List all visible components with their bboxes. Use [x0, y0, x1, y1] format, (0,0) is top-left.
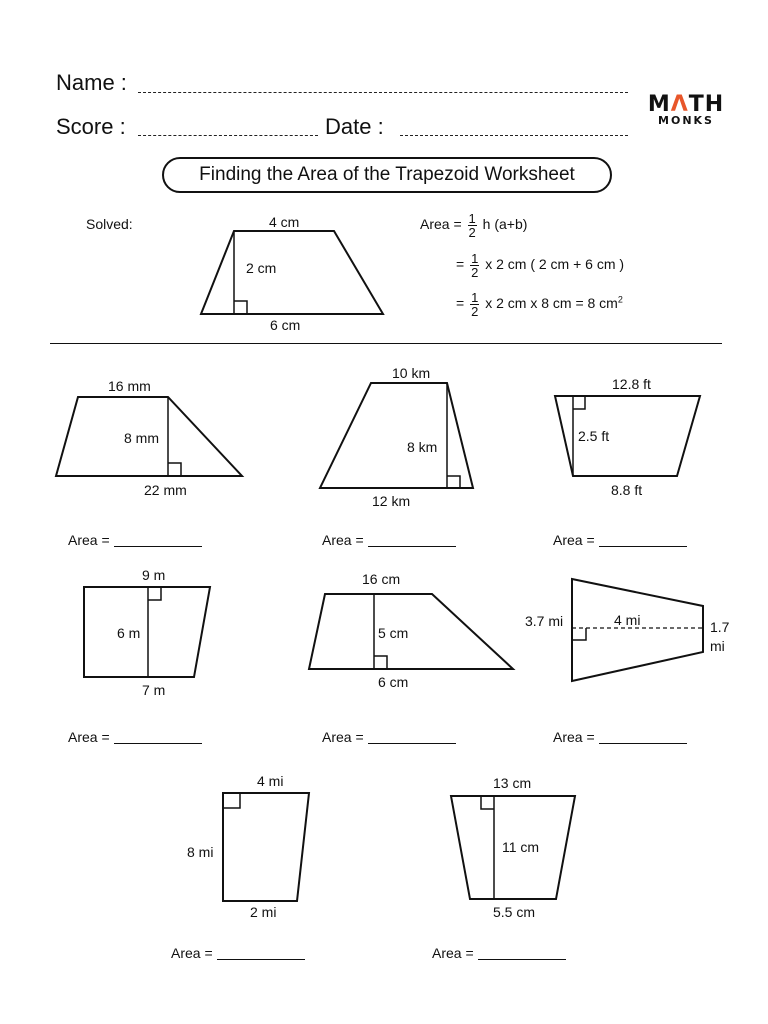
area-input-3[interactable]: [599, 546, 687, 547]
svg-text:12.8 ft: 12.8 ft: [612, 376, 651, 392]
svg-text:2 mi: 2 mi: [250, 904, 277, 920]
svg-text:7 m: 7 m: [142, 682, 166, 698]
area-input-5[interactable]: [368, 743, 456, 744]
area-answer-2: Area =: [322, 532, 456, 548]
area-input-7[interactable]: [217, 959, 305, 960]
area-answer-3: Area =: [553, 532, 687, 548]
area-input-4[interactable]: [114, 743, 202, 744]
area-answer-7: Area =: [171, 945, 305, 961]
svg-text:3.7 mi: 3.7 mi: [525, 613, 564, 629]
svg-text:5.5 cm: 5.5 cm: [493, 904, 536, 920]
svg-text:16 cm: 16 cm: [362, 571, 401, 587]
area-answer-4: Area =: [68, 729, 202, 745]
area-answer-5: Area =: [322, 729, 456, 745]
svg-text:12 km: 12 km: [372, 493, 411, 509]
area-input-6[interactable]: [599, 743, 687, 744]
svg-text:10 km: 10 km: [392, 365, 431, 381]
svg-text:11 cm: 11 cm: [502, 839, 540, 855]
solved-formula-line2: = $\frac{1}{2}$ x 2 cm ( 2 cm + 6 cm ): [456, 251, 625, 280]
solved-label: Solved:: [86, 216, 133, 232]
svg-text:16 mm: 16 mm: [108, 378, 151, 394]
svg-text:6 m: 6 m: [117, 625, 141, 641]
trapezoid-3: [555, 376, 700, 498]
svg-text:4 mi: 4 mi: [257, 773, 284, 789]
area-answer-6: Area =: [553, 729, 687, 745]
worksheet-title: Finding the Area of the Trapezoid Worksheet: [162, 157, 612, 193]
solved-top-label: 4 cm: [269, 214, 300, 230]
trapezoid-4: [84, 567, 210, 698]
trapezoid-2: [320, 365, 473, 509]
svg-text:mi: mi: [710, 638, 725, 654]
trapezoid-8: [451, 775, 575, 920]
name-label: Name :: [56, 70, 127, 95]
svg-text:22 mm: 22 mm: [144, 482, 187, 498]
svg-text:9 m: 9 m: [142, 567, 166, 583]
fraction-half: $\frac{1}{2}$: [468, 211, 476, 240]
score-label: Score :: [56, 114, 126, 139]
svg-text:13 cm: 13 cm: [493, 775, 532, 791]
svg-text:8 km: 8 km: [407, 439, 438, 455]
solved-formula-line3: = $\frac{1}{2}$ x 2 cm x 8 cm = 8 $cm^2$: [456, 290, 623, 319]
svg-text:8 mm: 8 mm: [124, 430, 159, 446]
fraction-half: $\frac{1}{2}$: [471, 290, 479, 319]
trapezoid-7: [187, 773, 309, 920]
trapezoid-1: [56, 378, 242, 498]
area-answer-8: Area =: [432, 945, 566, 961]
fraction-half: $\frac{1}{2}$: [471, 251, 479, 280]
svg-text:8.8 ft: 8.8 ft: [611, 482, 643, 498]
area-answer-1: Area =: [68, 532, 202, 548]
svg-text:5 cm: 5 cm: [378, 625, 409, 641]
svg-text:4 mi: 4 mi: [614, 612, 641, 628]
solved-formula-line1: Area = $\frac{1}{2}$ h (a+b): [420, 211, 528, 240]
trapezoid-5: [309, 571, 513, 690]
area-input-1[interactable]: [114, 546, 202, 547]
logo-accent-a: Λ: [670, 92, 689, 117]
area-input-2[interactable]: [368, 546, 456, 547]
svg-text:6 cm: 6 cm: [378, 674, 409, 690]
trapezoid-6: [525, 579, 730, 681]
svg-text:1.7: 1.7: [710, 619, 730, 635]
date-label: Date :: [325, 114, 384, 139]
solved-bottom-label: 6 cm: [270, 317, 301, 333]
svg-text:2.5 ft: 2.5 ft: [578, 428, 610, 444]
svg-text:8 mi: 8 mi: [187, 844, 214, 860]
area-input-8[interactable]: [478, 959, 566, 960]
solved-height-label: 2 cm: [246, 260, 277, 276]
math-monks-logo: MΛTH MONKS: [647, 92, 725, 127]
